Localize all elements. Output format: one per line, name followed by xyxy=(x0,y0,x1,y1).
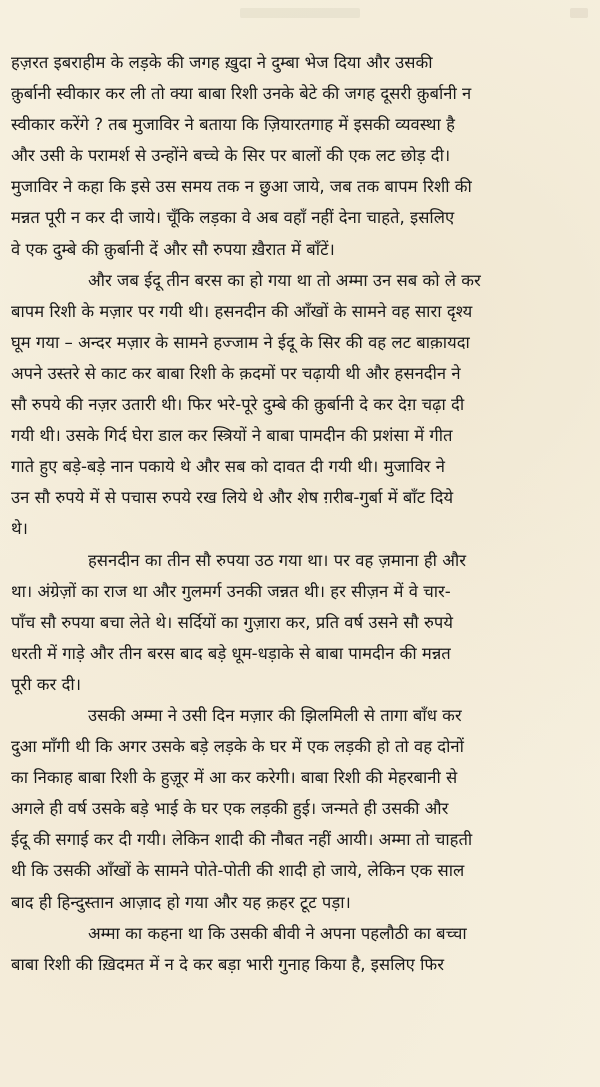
running-head-mark xyxy=(240,8,360,18)
page-number-mark xyxy=(570,8,588,18)
text-line: का निकाह बाबा रिशी के हुज़ूर में आ कर करेगी। बाबा रिशी की मेहरबानी से xyxy=(11,768,458,788)
text-line: अपने उस्तरे से काट कर बाबा रिशी के क़दमों पर चढ़ायी थी और हसनदीन ने xyxy=(11,363,461,383)
paragraph xyxy=(11,545,589,700)
text-line: मुजाविर ने कहा कि इसे उस समय तक न छुआ जाये, जब तक बापम रिशी की xyxy=(11,177,472,197)
text-line: धरती में गाड़े और तीन बरस बाद बड़े धूम-धड़ाके से बाबा पामदीन की मन्नत xyxy=(11,643,451,663)
text-line: उसकी अम्मा ने उसी दिन मज़ार की झिलमिली से तागा बाँध कर xyxy=(88,705,462,725)
text-line: मन्नत पूरी न कर दी जाये। चूँकि लड़का वे अब वहाँ नहीं देना चाहते, इसलिए xyxy=(11,208,455,228)
text-line: पूरी कर दी। xyxy=(11,674,81,694)
paragraph xyxy=(11,265,589,545)
text-line: पाँच सौ रुपया बचा लेते थे। सर्दियों का गुज़ारा कर, प्रति वर्ष उसने सौ रुपये xyxy=(11,612,453,632)
faded-running-header xyxy=(0,6,600,24)
paragraph xyxy=(11,47,589,265)
text-line: क़ुर्बानी स्वीकार कर ली तो क्या बाबा रिशी उनके बेटे की जगह दूसरी क़ुर्बानी न xyxy=(11,84,472,104)
text-line: था। अंग्रेज़ों का राज था और गुलमर्ग उनकी जन्नत थी। हर सीज़न में वे चार- xyxy=(11,581,451,601)
paragraph xyxy=(11,700,589,918)
text-line: अम्मा का कहना था कि उसकी बीवी ने अपना पहलौठी का बच्चा xyxy=(88,923,467,943)
text-line: और जब ईदू तीन बरस का हो गया था तो अम्मा उन सब को ले कर xyxy=(88,270,481,290)
text-line: ईदू की सगाई कर दी गयी। लेकिन शादी की नौबत नहीं आयी। अम्मा तो चाहती xyxy=(11,830,473,850)
text-line: गाते हुए बड़े-बड़े नान पकाये थे और सब को दावत दी गयी थी। मुजाविर ने xyxy=(11,457,445,477)
text-line: और उसी के परामर्श से उन्होंने बच्चे के सिर पर बालों की एक लट छोड़ दी। xyxy=(11,146,451,166)
text-line: बाबा रिशी की ख़िदमत में न दे कर बड़ा भारी गुनाह किया है, इसलिए फिर xyxy=(11,954,445,974)
text-line: वे एक दुम्बे की क़ुर्बानी दें और सौ रुपया ख़ैरात में बाँटें। xyxy=(11,239,335,259)
text-line: अगले ही वर्ष उसके बड़े भाई के घर एक लड़की हुई। जन्मते ही उसकी और xyxy=(11,799,449,819)
text-line: घूम गया – अन्दर मज़ार के सामने हज्जाम ने ईदू के सिर की वह लट बाक़ायदा xyxy=(11,332,470,352)
text-line: स्वीकार करेंगे ? तब मुजाविर ने बताया कि ज़ियारतगाह में इसकी व्यवस्था है xyxy=(11,115,455,135)
text-line: उन सौ रुपये में से पचास रुपये रख लिये थे और शेष ग़रीब-गुर्बा में बाँट दिये xyxy=(11,488,454,508)
text-line: हज़रत इबराहीम के लड़के की जगह ख़ुदा ने दुम्बा भेज दिया और उसकी xyxy=(11,53,433,72)
text-line: बाद ही हिन्दुस्तान आज़ाद हो गया और यह क़हर टूट पड़ा। xyxy=(11,892,351,912)
paragraph xyxy=(11,918,589,980)
text-line: बापम रिशी के मज़ार पर गयी थी। हसनदीन की आँखों के सामने वह सारा दृश्य xyxy=(11,301,473,321)
text-line: थी कि उसकी आँखों के सामने पोते-पोती की शादी हो जाये, लेकिन एक साल xyxy=(11,861,465,881)
book-page-text xyxy=(11,47,589,980)
text-line: गयी थी। उसके गिर्द घेरा डाल कर स्त्रियों ने बाबा पामदीन की प्रशंसा में गीत xyxy=(11,426,453,446)
text-line: थे। xyxy=(11,519,28,539)
text-line: दुआ माँगी थी कि अगर उसके बड़े लड़के के घर में एक लड़की हो तो वह दोनों xyxy=(11,737,464,757)
text-line: हसनदीन का तीन सौ रुपया उठ गया था। पर वह ज़माना ही और xyxy=(88,550,466,570)
text-line: सौ रुपये की नज़र उतारी थी। फिर भरे-पूरे दुम्बे की क़ुर्बानी दे कर देग़ चढ़ा दी xyxy=(11,395,465,415)
